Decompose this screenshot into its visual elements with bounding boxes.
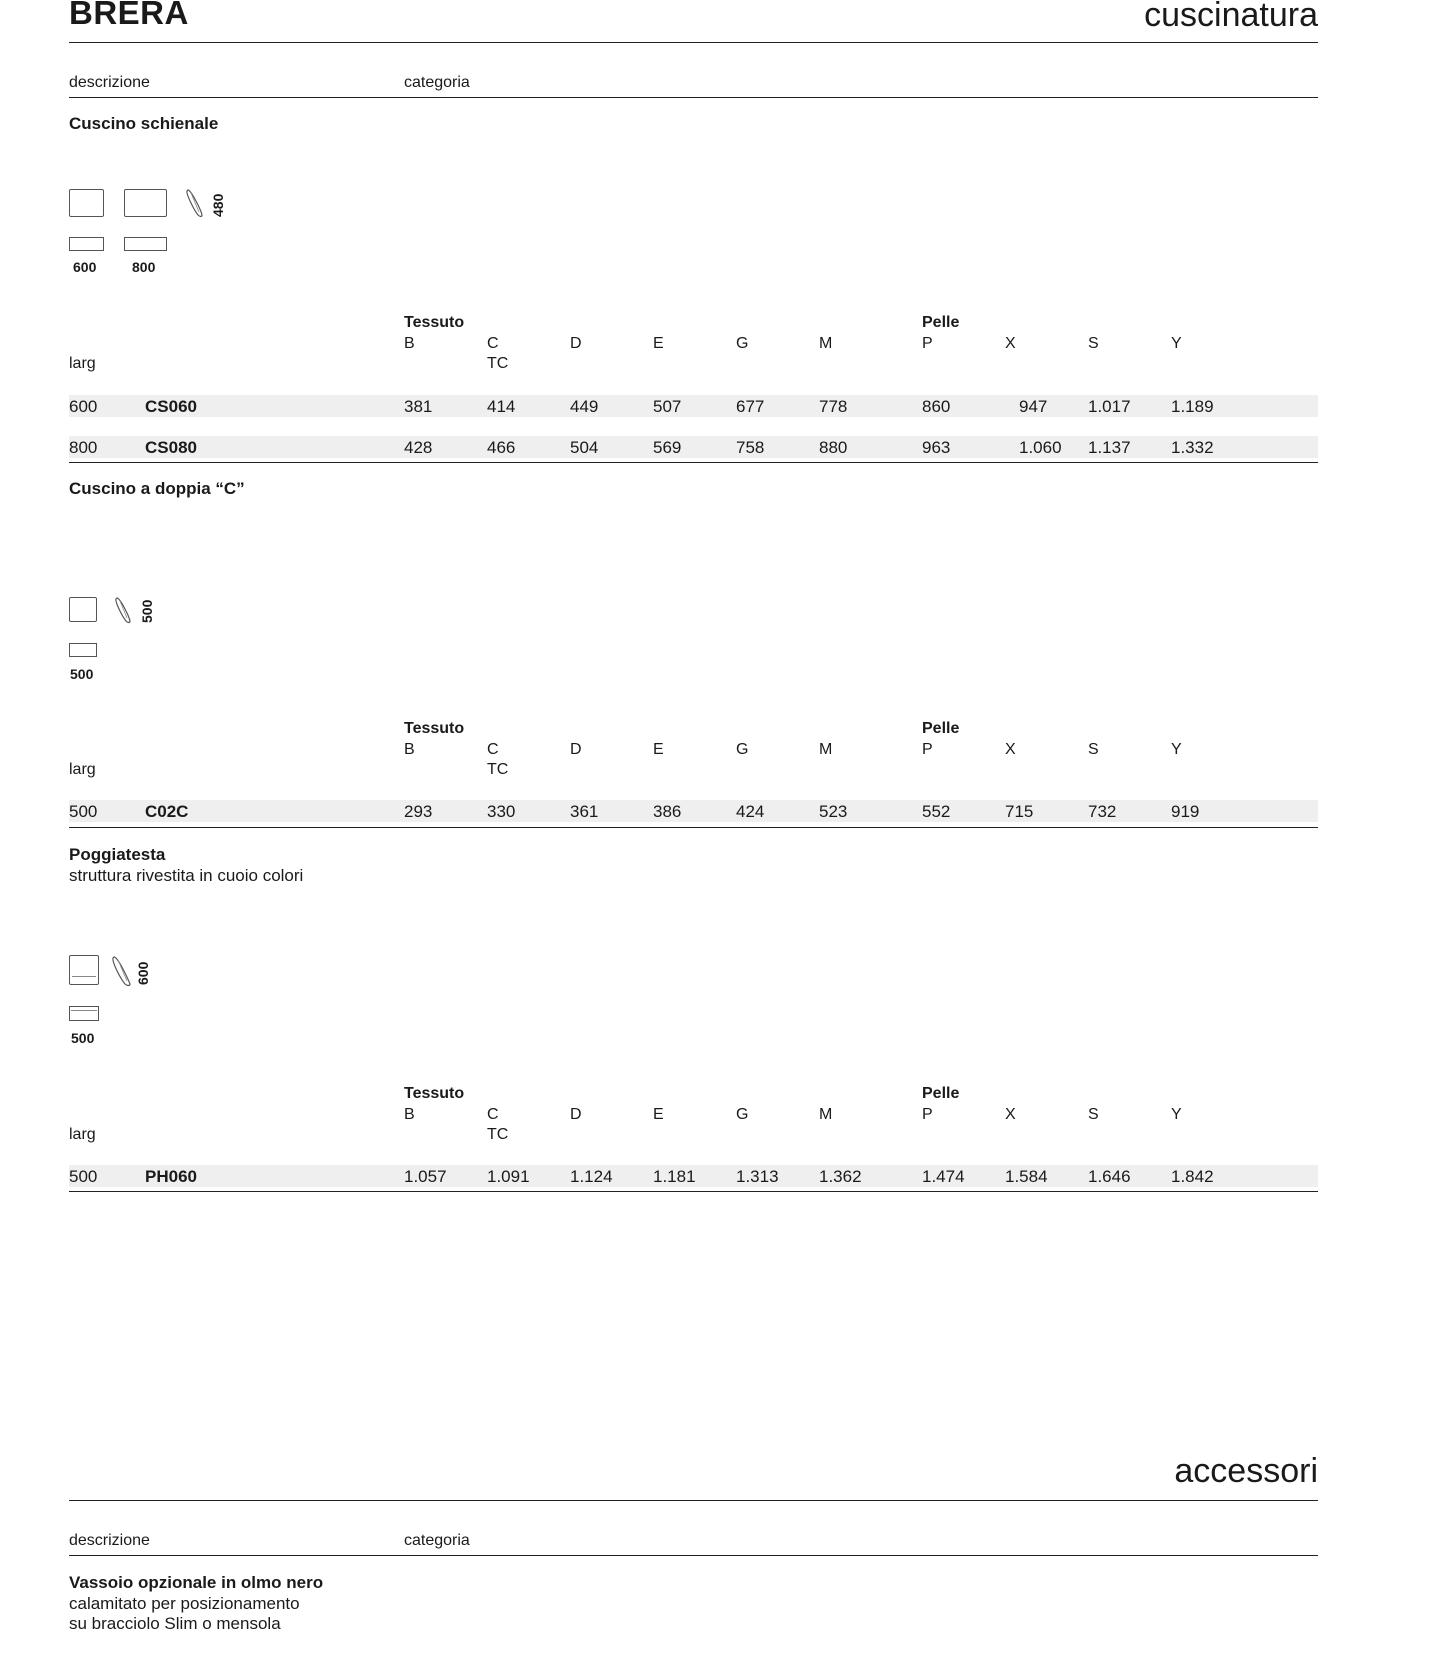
price-cell: 963 (922, 438, 951, 457)
price-cell: 778 (819, 397, 848, 416)
price-cell: 947 (1019, 397, 1048, 416)
column-header-divider (69, 1555, 1318, 1556)
group-header-pelle: Pelle (922, 1085, 960, 1102)
product-description-line: calamitato per posizionamento (69, 1594, 300, 1613)
category-column-header: X (1005, 335, 1016, 352)
column-header-larg: larg (69, 761, 96, 778)
price-cell: 1.057 (404, 1167, 447, 1186)
price-cell: 1.017 (1088, 397, 1131, 416)
category-column-header: X (1005, 741, 1016, 758)
group-header-pelle: Pelle (922, 720, 960, 737)
category-column-header: Y (1171, 1106, 1182, 1123)
column-header-divider (69, 97, 1318, 98)
row-product-code: C02C (145, 802, 189, 821)
cushion-top-800-icon (124, 237, 167, 251)
group-header-tessuto: Tessuto (404, 720, 465, 737)
price-cell: 1.189 (1171, 397, 1214, 416)
group-header-tessuto: Tessuto (404, 1085, 465, 1102)
width-label: 500 (71, 1030, 95, 1046)
product-name-cuscino-doppia-c: Cuscino a doppia “C” (69, 479, 245, 498)
category-column-header: Y (1171, 741, 1182, 758)
price-cell: 414 (487, 397, 516, 416)
width-label: 500 (70, 666, 94, 682)
section-title-accessori: accessori (1174, 1452, 1318, 1490)
category-column-header: M (819, 1106, 833, 1123)
category-column-header: X (1005, 1106, 1016, 1123)
category-column-header: G (736, 335, 749, 352)
price-cell: 466 (487, 438, 516, 457)
category-column-header: D (570, 335, 582, 352)
cushion-top-600-icon (69, 237, 104, 251)
price-cell: 860 (922, 397, 951, 416)
category-subheader-tc: TC (487, 761, 509, 778)
price-cell: 677 (736, 397, 765, 416)
price-cell: 569 (653, 438, 682, 457)
category-subheader-tc: TC (487, 355, 509, 372)
row-width-value: 500 (69, 1167, 98, 1186)
price-cell: 1.584 (1005, 1167, 1048, 1186)
category-column-header: E (653, 335, 664, 352)
category-column-header: B (404, 335, 415, 352)
cushion-side-profile-icon (114, 596, 134, 624)
table-row (69, 800, 1318, 822)
category-column-header: P (922, 1106, 933, 1123)
column-header-categoria: categoria (404, 1532, 470, 1549)
price-cell: 449 (570, 397, 599, 416)
table-bottom-divider (69, 1191, 1318, 1192)
cushion-front-500-icon (69, 597, 97, 622)
column-header-descrizione: descrizione (69, 74, 150, 91)
group-header-tessuto: Tessuto (404, 314, 465, 331)
column-header-categoria: categoria (404, 74, 470, 91)
price-cell: 1.362 (819, 1167, 862, 1186)
headrest-side-profile-icon (111, 955, 133, 987)
cushion-side-profile-icon (185, 188, 205, 218)
column-header-larg: larg (69, 1126, 96, 1143)
price-cell: 507 (653, 397, 682, 416)
product-description-poggiatesta: struttura rivestita in cuoio colori (69, 866, 304, 885)
category-column-header: B (404, 1106, 415, 1123)
table-row (69, 436, 1318, 458)
row-width-value: 800 (69, 438, 98, 457)
category-column-header: C (487, 335, 499, 352)
table-bottom-divider (69, 827, 1318, 828)
header-divider (69, 42, 1318, 43)
category-column-header: P (922, 741, 933, 758)
price-cell: 1.332 (1171, 438, 1214, 457)
category-column-header: D (570, 1106, 582, 1123)
price-cell: 523 (819, 802, 848, 821)
category-column-header: P (922, 335, 933, 352)
height-label: 500 (139, 599, 155, 623)
product-name-vassoio: Vassoio opzionale in olmo nero (69, 1573, 324, 1592)
category-column-header: E (653, 1106, 664, 1123)
category-column-header: C (487, 741, 499, 758)
height-label: 600 (135, 961, 151, 985)
price-cell: 1.646 (1088, 1167, 1131, 1186)
price-cell: 758 (736, 438, 765, 457)
table-bottom-divider (69, 462, 1318, 463)
group-header-pelle: Pelle (922, 314, 960, 331)
category-column-header: E (653, 741, 664, 758)
price-cell: 552 (922, 802, 951, 821)
row-product-code: CS080 (145, 438, 197, 457)
category-column-header: D (570, 741, 582, 758)
row-width-value: 500 (69, 802, 98, 821)
height-label: 480 (210, 193, 226, 217)
section-divider (69, 1500, 1318, 1501)
width-label: 800 (132, 259, 156, 275)
column-header-descrizione: descrizione (69, 1532, 150, 1549)
price-cell: 715 (1005, 802, 1034, 821)
category-subheader-tc: TC (487, 1126, 509, 1143)
price-cell: 1.313 (736, 1167, 779, 1186)
category-column-header: M (819, 335, 833, 352)
price-cell: 428 (404, 438, 433, 457)
cushion-top-500-icon (69, 643, 97, 657)
table-row (69, 395, 1318, 417)
cushion-front-600-icon (69, 189, 104, 217)
cushion-front-800-icon (124, 189, 167, 217)
category-column-header: G (736, 1106, 749, 1123)
product-description-line: su bracciolo Slim o mensola (69, 1614, 281, 1633)
category-column-header: M (819, 741, 833, 758)
price-cell: 1.091 (487, 1167, 530, 1186)
price-cell: 732 (1088, 802, 1117, 821)
headrest-front-icon (69, 955, 99, 985)
price-cell: 381 (404, 397, 433, 416)
price-cell: 1.124 (570, 1167, 613, 1186)
price-cell: 1.842 (1171, 1167, 1214, 1186)
price-cell: 1.474 (922, 1167, 965, 1186)
product-name-poggiatesta: Poggiatesta (69, 845, 166, 864)
row-product-code: CS060 (145, 397, 197, 416)
headrest-top-icon (69, 1006, 99, 1021)
price-cell: 880 (819, 438, 848, 457)
row-width-value: 600 (69, 397, 98, 416)
category-column-header: S (1088, 741, 1099, 758)
brand-title: BRERA (69, 0, 189, 31)
product-name-cuscino-schienale: Cuscino schienale (69, 114, 219, 133)
price-cell: 330 (487, 802, 516, 821)
section-title-cuscinatura: cuscinatura (1144, 0, 1318, 34)
price-cell: 919 (1171, 802, 1200, 821)
price-cell: 361 (570, 802, 599, 821)
category-column-header: Y (1171, 335, 1182, 352)
category-column-header: G (736, 741, 749, 758)
price-cell: 386 (653, 802, 682, 821)
price-cell: 1.181 (653, 1167, 696, 1186)
category-column-header: S (1088, 1106, 1099, 1123)
price-cell: 293 (404, 802, 433, 821)
category-column-header: C (487, 1106, 499, 1123)
category-column-header: S (1088, 335, 1099, 352)
column-header-larg: larg (69, 355, 96, 372)
width-label: 600 (73, 259, 97, 275)
price-cell: 1.137 (1088, 438, 1131, 457)
row-product-code: PH060 (145, 1167, 197, 1186)
price-cell: 424 (736, 802, 765, 821)
category-column-header: B (404, 741, 415, 758)
price-cell: 1.060 (1019, 438, 1062, 457)
price-cell: 504 (570, 438, 599, 457)
